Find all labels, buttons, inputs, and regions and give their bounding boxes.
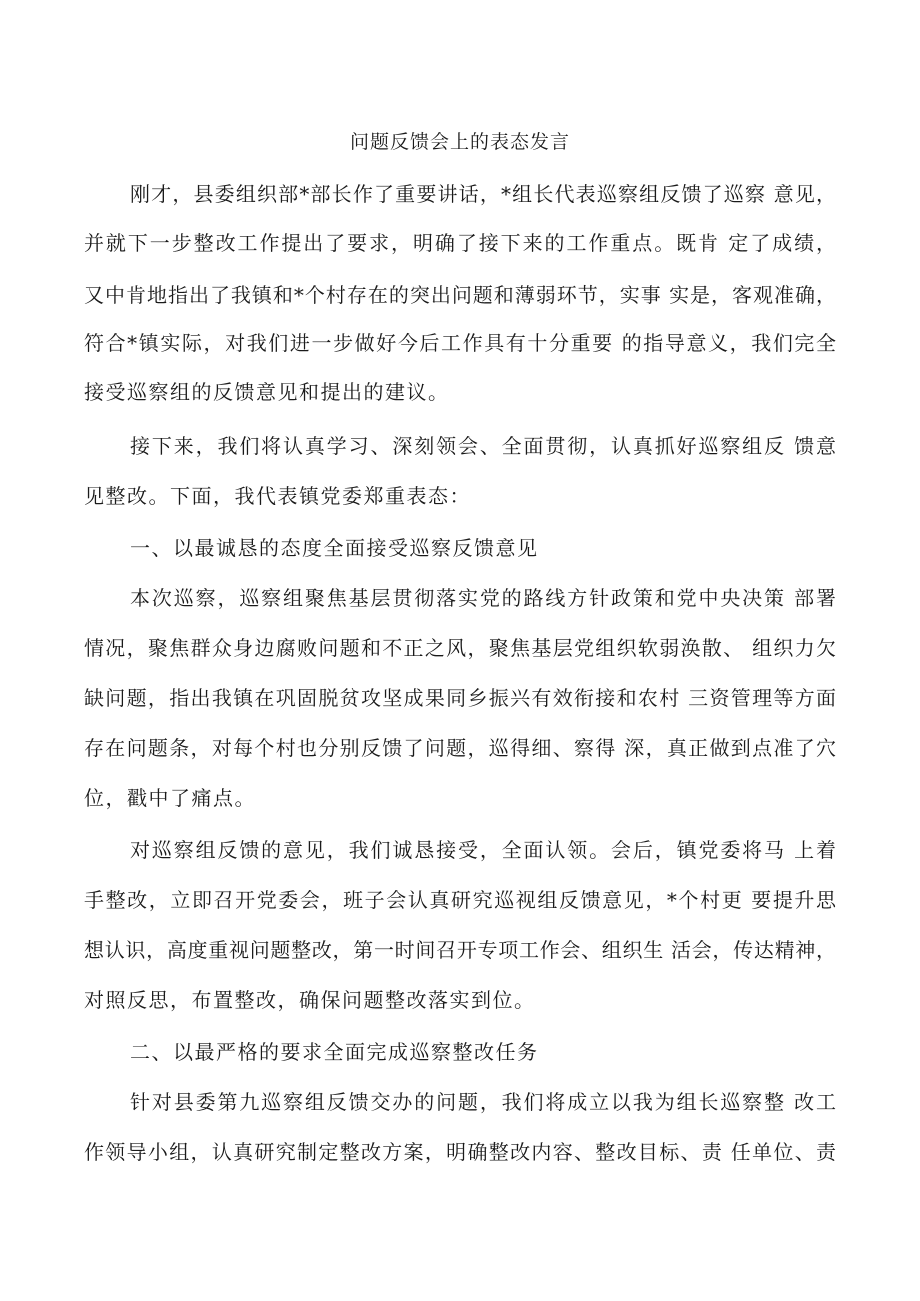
paragraph-1-line-5: 接受巡察组的反馈意见和提出的建议。 [84, 380, 450, 404]
paragraph-5-line-1: 针对县委第九巡察组反馈交办的问题，我们将成立以我为组长巡察整 改工 [130, 1090, 836, 1114]
section-heading-2: 二、以最严格的要求全面完成巡察整改任务 [130, 1040, 539, 1064]
paragraph-2-line-1: 接下来，我们将认真学习、深刻领会、全面贯彻，认真抓好巡察组反 馈意 [130, 434, 836, 458]
paragraph-4-line-3: 想认识，高度重视问题整改，第一时间召开专项工作会、组织生 活会，传达精神， [84, 938, 836, 962]
section-heading-1: 一、以最诚恳的态度全面接受巡察反馈意见 [130, 536, 539, 560]
paragraph-1-line-2: 并就下一步整改工作提出了要求，明确了接下来的工作重点。既肯 定了成绩， [84, 231, 836, 255]
paragraph-1-line-4: 符合*镇实际，对我们进一步做好今后工作具有十分重要 的指导意义，我们完全 [84, 331, 836, 355]
paragraph-1-line-1: 刚才，县委组织部*部长作了重要讲话，*组长代表巡察组反馈了巡察 意见， [130, 182, 836, 206]
paragraph-4-line-4: 对照反思，布置整改，确保问题整改落实到位。 [84, 988, 536, 1012]
paragraph-5-line-2: 作领导小组，认真研究制定整改方案，明确整改内容、整改目标、责 任单位、责 [84, 1140, 836, 1164]
paragraph-3-line-3: 缺问题，指出我镇在巩固脱贫攻坚成果同乡振兴有效衔接和农村 三资管理等方面 [84, 686, 836, 710]
paragraph-3-line-5: 位，戳中了痛点。 [84, 786, 256, 810]
paragraph-4-line-2: 手整改，立即召开党委会，班子会认真研究巡视组反馈意见，*个村更 要提升思 [84, 888, 836, 912]
paragraph-3-line-1: 本次巡察，巡察组聚焦基层贯彻落实党的路线方针政策和党中央决策 部署 [130, 586, 836, 610]
paragraph-1-line-3: 又中肯地指出了我镇和*个村存在的突出问题和薄弱环节，实事 实是，客观准确， [84, 283, 836, 307]
document-title: 问题反馈会上的表态发言 [349, 131, 570, 153]
paragraph-3-line-4: 存在问题条，对每个村也分别反馈了问题，巡得细、察得 深，真正做到点准了穴 [84, 736, 836, 760]
paragraph-2-line-2: 见整改。下面，我代表镇党委郑重表态： [84, 484, 471, 508]
paragraph-4-line-1: 对巡察组反馈的意见，我们诚恳接受，全面认领。会后，镇党委将马 上着 [130, 838, 836, 862]
paragraph-3-line-2: 情况，聚焦群众身边腐败问题和不正之风，聚焦基层党组织软弱涣散、 组织力欠 [84, 636, 836, 660]
